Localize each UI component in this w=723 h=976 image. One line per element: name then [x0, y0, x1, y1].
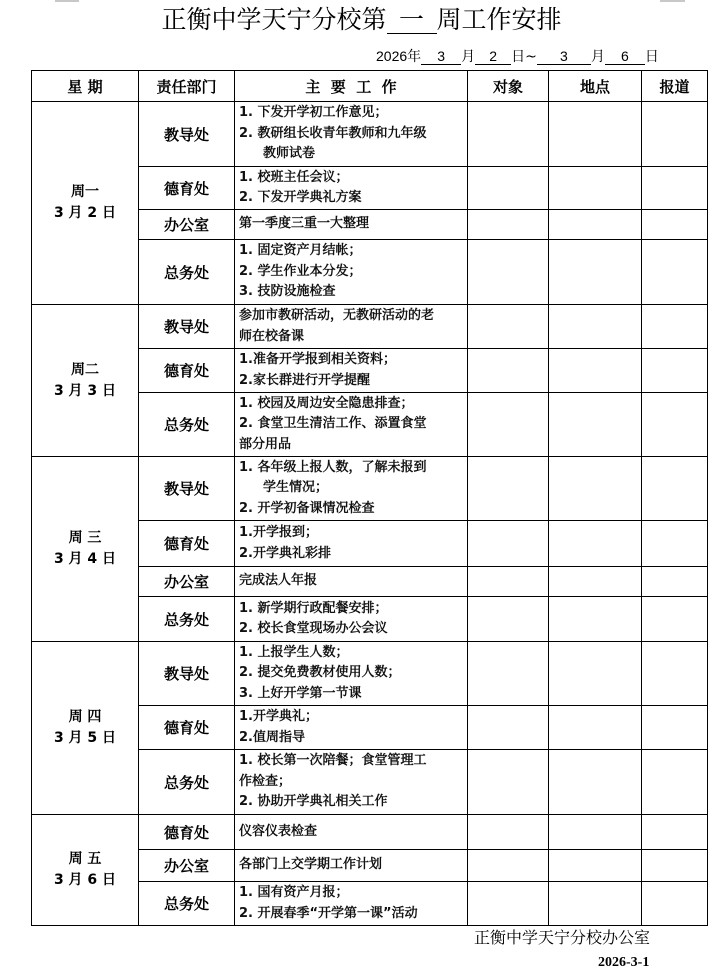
location-cell: [549, 521, 642, 567]
report-cell: [642, 167, 708, 210]
department-cell: 总务处: [139, 240, 235, 305]
target-cell: [468, 815, 549, 850]
department-cell: 总务处: [139, 393, 235, 457]
header-row: [32, 71, 708, 102]
task-line: 参加市教研活动，无教研活动的老: [239, 308, 435, 323]
footer-organization: 正衡中学天宁分校办公室: [474, 928, 651, 947]
week-number: 一: [387, 7, 437, 34]
header-weekday: 星 期: [32, 71, 139, 102]
task-line: 1.准备开学报到相关资料；: [239, 352, 396, 367]
department-cell: 德育处: [139, 167, 235, 210]
department-cell: 教导处: [139, 305, 235, 349]
header-location: 地点: [549, 71, 642, 102]
report-cell: [642, 750, 708, 815]
task-line: 2. 开展春季“开学第一课”活动: [239, 905, 418, 921]
header-department: 责任部门: [139, 71, 235, 102]
task-cell: [235, 521, 468, 567]
task-line: 1. 各年级上报人数，了解未报到: [239, 459, 427, 475]
target-cell: [468, 882, 549, 926]
target-cell: [468, 305, 549, 349]
location-cell: [549, 167, 642, 210]
task-line: 完成法人年报: [239, 573, 318, 589]
weekday-label: 周 三: [68, 530, 102, 546]
weekday-label: 周 四: [68, 709, 102, 725]
task-line: 2. 提交免费教材使用人数；: [239, 665, 401, 681]
target-cell: [468, 102, 549, 167]
target-cell: [468, 642, 549, 706]
report-cell: [642, 815, 708, 850]
location-cell: [549, 750, 642, 815]
location-cell: [549, 240, 642, 305]
weekday-label: 周一: [71, 184, 99, 200]
task-line: 2. 开学初备课情况检查: [239, 500, 375, 516]
date-label: 3 月 3 日: [53, 382, 117, 399]
report-cell: [642, 597, 708, 642]
task-line: 1. 校园及周边安全隐患排查；: [239, 395, 414, 411]
day-cell: [32, 642, 139, 815]
header-report: 报道: [642, 71, 708, 102]
task-cell: [235, 567, 468, 597]
report-cell: [642, 706, 708, 750]
task-line: 2.家长群进行开学提醒: [239, 372, 370, 388]
day-cell: [32, 815, 139, 926]
task-cell: [235, 850, 468, 882]
location-cell: [549, 393, 642, 457]
location-cell: [549, 642, 642, 706]
task-line: 1.开学报到；: [239, 525, 318, 540]
target-cell: [468, 597, 549, 642]
task-line: 2. 下发开学典礼方案: [239, 190, 362, 205]
location-cell: [549, 815, 642, 850]
department-cell: 教导处: [139, 457, 235, 521]
page-corner-mark-left: [55, 0, 79, 2]
task-line: 仪容仪表检查: [239, 823, 318, 839]
report-cell: [642, 240, 708, 305]
schedule-table: [31, 70, 708, 926]
table-row: [32, 642, 708, 706]
target-cell: [468, 210, 549, 240]
table-row: [32, 102, 708, 167]
location-cell: [549, 882, 642, 926]
location-cell: [549, 210, 642, 240]
task-line: 作检查；: [239, 773, 292, 789]
task-cell: [235, 305, 468, 349]
task-line: 1. 下发开学初工作意见；: [239, 105, 388, 121]
task-line: 2. 校长食堂现场办公会议: [239, 621, 388, 636]
department-cell: 办公室: [139, 567, 235, 597]
title-suffix: 周工作安排: [436, 5, 562, 34]
year: 2026: [376, 48, 408, 64]
date-label: 3 月 5 日: [53, 730, 117, 746]
task-line: 2.开学典礼彩排: [239, 545, 331, 561]
task-line: 3. 上好开学第一节课: [239, 685, 362, 701]
task-line: 师在校备课: [239, 328, 305, 344]
report-cell: [642, 210, 708, 240]
task-line: 各部门上交学期工作计划: [239, 857, 383, 873]
task-line: 1. 国有资产月报；: [239, 885, 349, 900]
task-line: 1.开学典礼；: [239, 709, 318, 724]
location-cell: [549, 305, 642, 349]
task-cell: [235, 167, 468, 210]
target-cell: [468, 706, 549, 750]
task-line: 1. 校班主任会议；: [239, 169, 349, 185]
task-line: 教师试卷: [263, 146, 316, 162]
end-day-label: 日: [644, 49, 659, 65]
task-cell: [235, 597, 468, 642]
day-cell: [32, 305, 139, 457]
end-day: 6: [605, 48, 645, 65]
task-line: 部分用品: [239, 436, 292, 452]
task-line: 1. 校长第一次陪餐；食堂管理工: [239, 753, 427, 769]
department-cell: 德育处: [139, 349, 235, 393]
target-cell: [468, 521, 549, 567]
title-prefix: 正衡中学天宁分校第: [161, 5, 387, 34]
department-cell: 德育处: [139, 521, 235, 567]
end-month: 3: [537, 48, 591, 65]
task-line: 2. 食堂卫生清洁工作、添置食堂: [239, 416, 427, 432]
table-row: [32, 815, 708, 850]
department-cell: 教导处: [139, 642, 235, 706]
task-line: 1. 固定资产月结帐；: [239, 243, 362, 259]
report-cell: [642, 393, 708, 457]
footer-date: 2026-3-1: [598, 955, 650, 970]
task-line: 2. 学生作业本分发；: [239, 263, 362, 279]
report-cell: [642, 457, 708, 521]
target-cell: [468, 393, 549, 457]
end-month-label: 月: [590, 49, 605, 65]
department-cell: 办公室: [139, 210, 235, 240]
report-cell: [642, 642, 708, 706]
report-cell: [642, 102, 708, 167]
task-line: 1. 上报学生人数；: [239, 644, 349, 660]
location-cell: [549, 597, 642, 642]
department-cell: 办公室: [139, 850, 235, 882]
start-day-label: 日: [511, 49, 526, 65]
location-cell: [549, 102, 642, 167]
task-cell: [235, 750, 468, 815]
weekday-label: 周二: [71, 361, 99, 378]
task-cell: [235, 240, 468, 305]
task-line: 第一季度三重一大整理: [239, 216, 370, 232]
report-cell: [642, 882, 708, 926]
task-cell: [235, 457, 468, 521]
date-label: 3 月 2 日: [53, 205, 117, 221]
department-cell: 总务处: [139, 882, 235, 926]
location-cell: [549, 567, 642, 597]
range-separator: ~: [525, 49, 537, 65]
start-day: 2: [475, 48, 511, 65]
target-cell: [468, 750, 549, 815]
day-cell: [32, 457, 139, 642]
document-title: [0, 4, 723, 36]
task-cell: [235, 815, 468, 850]
department-cell: 德育处: [139, 706, 235, 750]
location-cell: [549, 457, 642, 521]
table-row: [32, 305, 708, 349]
department-cell: 总务处: [139, 750, 235, 815]
target-cell: [468, 167, 549, 210]
task-cell: [235, 102, 468, 167]
task-cell: [235, 210, 468, 240]
location-cell: [549, 850, 642, 882]
date-label: 3 月 4 日: [53, 551, 117, 567]
task-cell: [235, 642, 468, 706]
start-month: 3: [421, 48, 461, 65]
report-cell: [642, 305, 708, 349]
task-line: 3. 技防设施检查: [239, 284, 336, 300]
location-cell: [549, 349, 642, 393]
location-cell: [549, 706, 642, 750]
target-cell: [468, 567, 549, 597]
date-range: [376, 46, 659, 67]
day-cell: [32, 102, 139, 305]
target-cell: [468, 850, 549, 882]
task-line: 学生情况；: [263, 480, 329, 496]
page-corner-mark-right: [660, 0, 685, 2]
target-cell: [468, 457, 549, 521]
weekday-label: 周 五: [68, 851, 102, 867]
department-cell: 德育处: [139, 815, 235, 850]
header-target: 对象: [468, 71, 549, 102]
task-cell: [235, 706, 468, 750]
report-cell: [642, 349, 708, 393]
task-cell: [235, 349, 468, 393]
target-cell: [468, 240, 549, 305]
start-month-label: 月: [461, 49, 476, 65]
task-line: 2. 教研组长收青年教师和九年级: [239, 125, 427, 141]
date-label: 3 月 6 日: [53, 872, 117, 888]
task-cell: [235, 882, 468, 926]
report-cell: [642, 521, 708, 567]
header-main-work: 主 要 工 作: [235, 71, 468, 102]
task-cell: [235, 393, 468, 457]
report-cell: [642, 850, 708, 882]
department-cell: 总务处: [139, 597, 235, 642]
target-cell: [468, 349, 549, 393]
year-label: 年: [407, 49, 422, 65]
task-line: 2. 协助开学典礼相关工作: [239, 794, 388, 810]
table-row: [32, 457, 708, 521]
report-cell: [642, 567, 708, 597]
department-cell: 教导处: [139, 102, 235, 167]
task-line: 1. 新学期行政配餐安排；: [239, 600, 388, 616]
task-line: 2.值周指导: [239, 729, 305, 745]
